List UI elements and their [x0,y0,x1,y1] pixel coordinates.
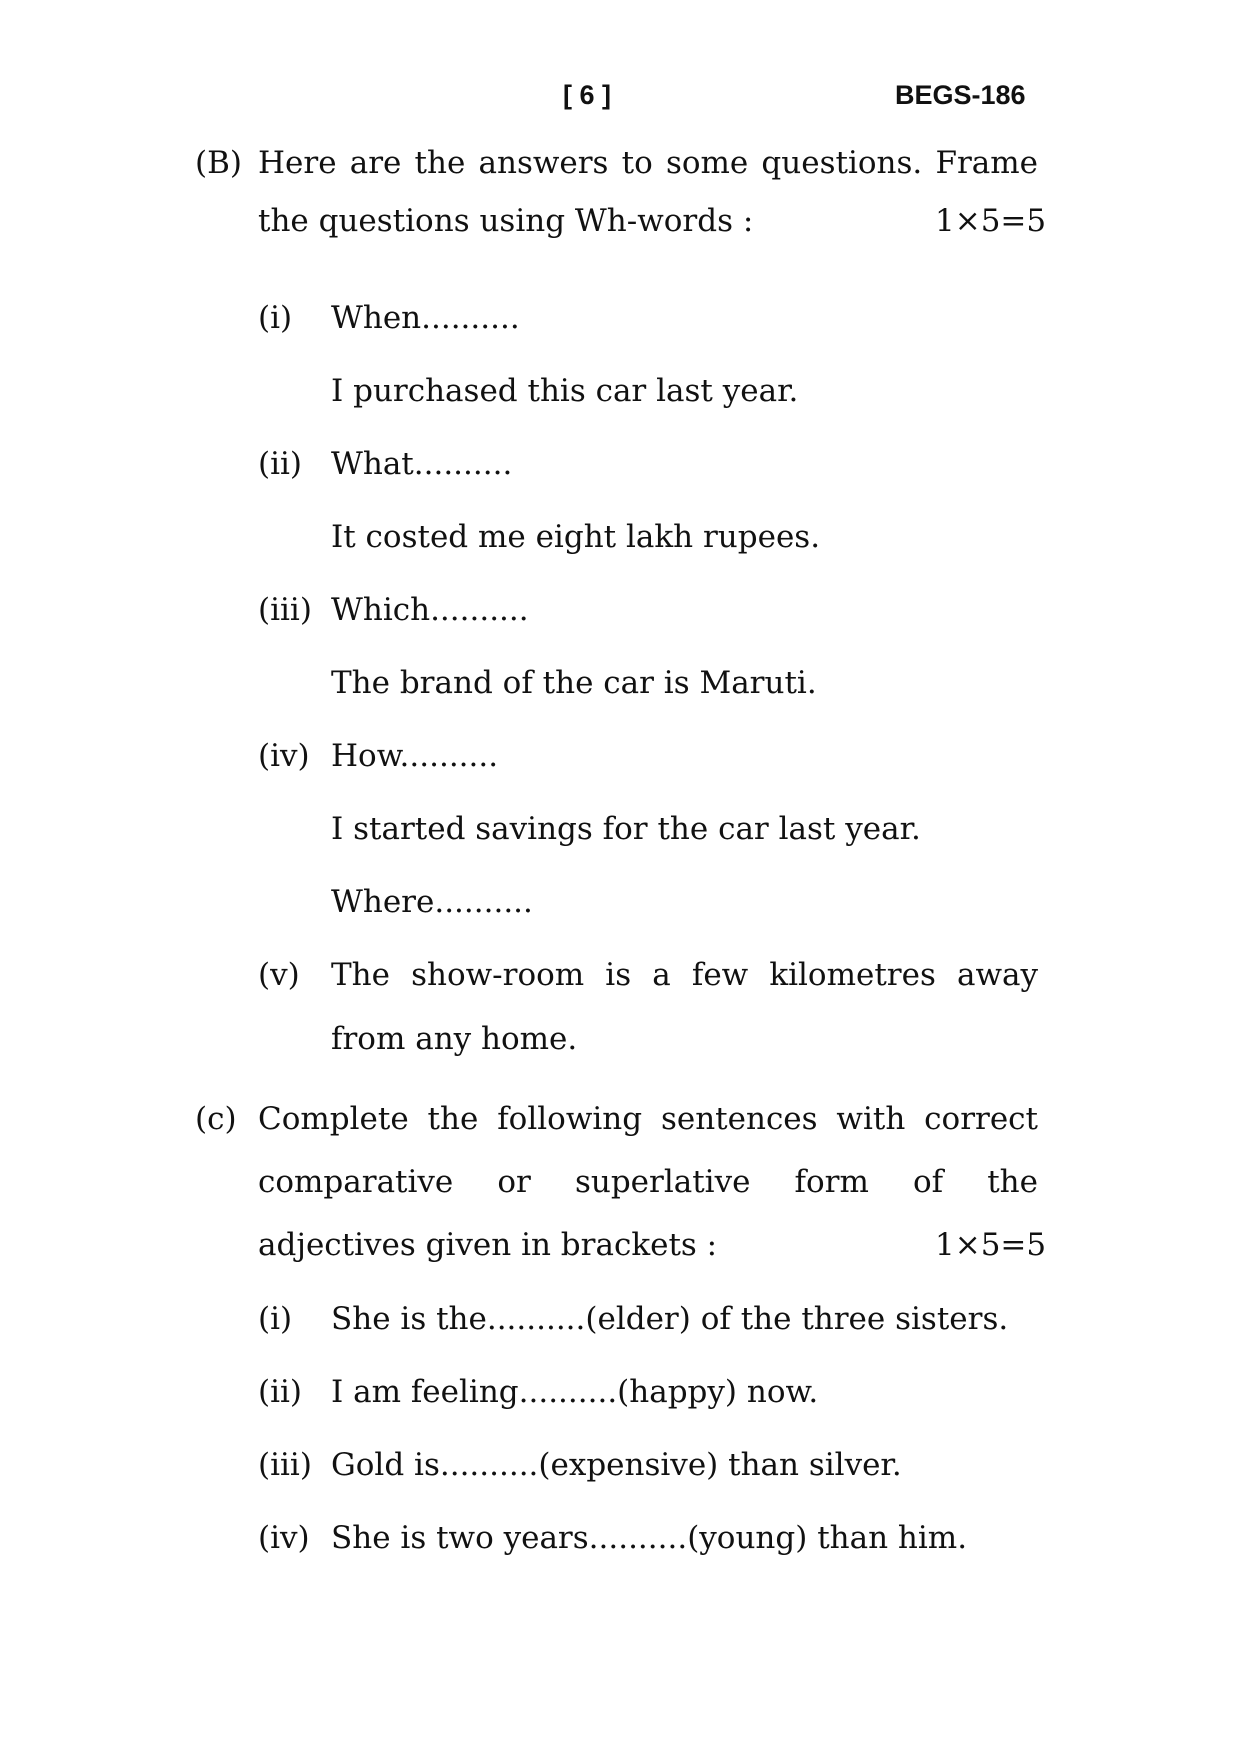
c-item-2-number: (ii) [258,1374,303,1410]
b-item-4-answer: I started savings for the car last year. [331,811,921,847]
c-item-3-number: (iii) [258,1447,312,1483]
section-b-instruction-line1: Here are the answers to some questions. Frame [258,145,1038,181]
b-item-1-answer: I purchased this car last year. [331,373,799,409]
b-item-1-number: (i) [258,300,293,336]
b-item-4-prompt: How.......... [331,738,499,774]
b-item-3-prompt: Which.......... [331,592,529,628]
c-item-1-text: She is the..........(elder) of the three sisters. [331,1301,1009,1337]
b-item-2-answer: It costed me eight lakh rupees. [331,519,821,555]
section-b-label: (B) [195,145,242,181]
b-item-3-number: (iii) [258,592,312,628]
section-c-label: (c) [195,1101,237,1137]
section-b-instruction-line2: the questions using Wh-words : [258,203,754,239]
c-item-3-text: Gold is..........(expensive) than silver. [331,1447,902,1483]
b-item-3-answer: The brand of the car is Maruti. [331,665,817,701]
c-item-4-text: She is two years..........(young) than him. [331,1520,968,1556]
b-item-5-number: (v) [258,957,300,993]
b-item-1-prompt: When.......... [331,300,520,336]
section-c-instruction-line1: Complete the following sentences with correct [258,1101,1038,1137]
page-number: [ 6 ] [563,80,612,110]
b-item-2-prompt: What.......... [331,446,513,482]
b-item-2-number: (ii) [258,446,303,482]
c-item-1-number: (i) [258,1301,293,1337]
c-item-2-text: I am feeling..........(happy) now. [331,1374,819,1410]
b-item-5-line1: The show-room is a few kilometres away [331,957,1038,993]
section-c-instruction-line3: adjectives given in brackets : [258,1227,718,1263]
section-c-instruction-line2: comparative or superlative form of the [258,1164,1038,1200]
c-item-4-number: (iv) [258,1520,310,1556]
section-b-marks: 1×5=5 [935,203,1047,239]
b-item-5-line2: from any home. [331,1021,578,1057]
section-c-marks: 1×5=5 [935,1227,1047,1263]
b-item-4-number: (iv) [258,738,310,774]
b-extra-prompt: Where.......... [331,884,533,920]
paper-code: BEGS-186 [895,80,1026,110]
